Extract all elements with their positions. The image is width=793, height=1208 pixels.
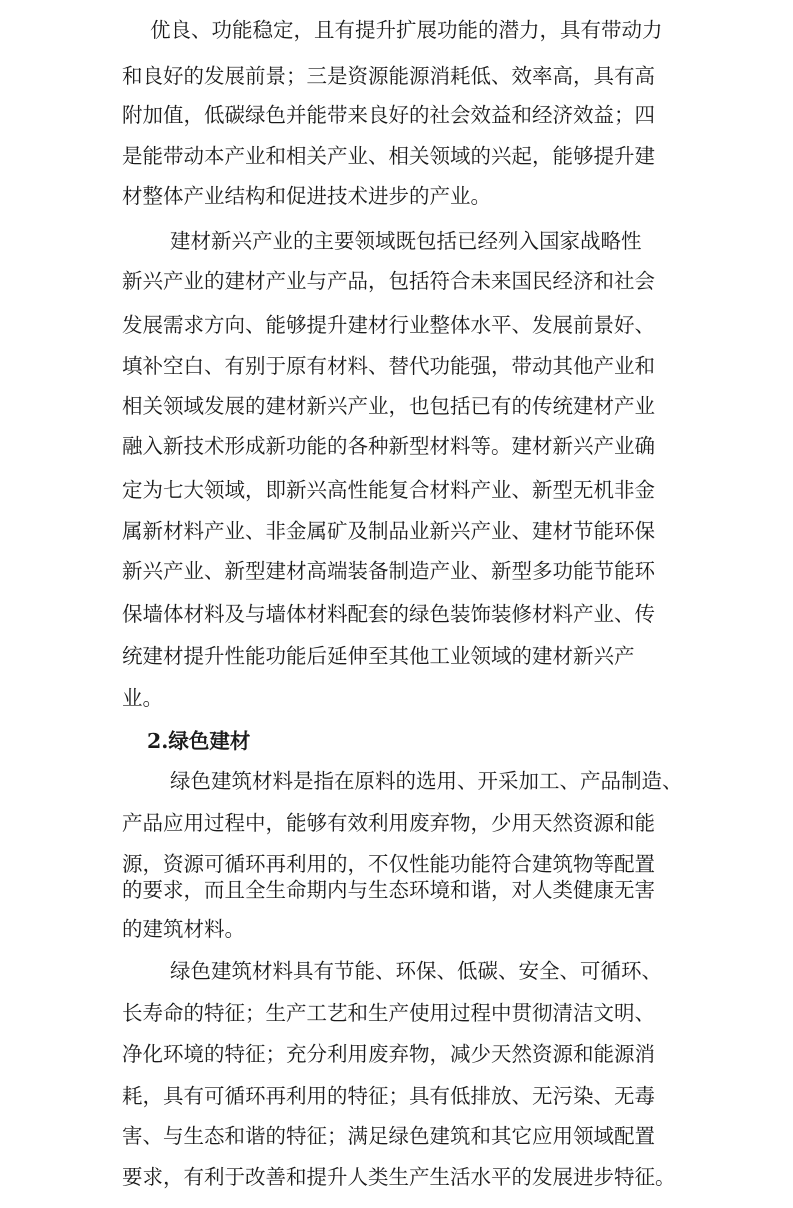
paragraph-line: 填补空白、有别于原有材料、替代功能强，带动其他产业和 [122,354,655,378]
paragraph-line: 定为七大领域，即新兴高性能复合材料产业、新型无机非金 [122,478,655,502]
paragraph-line: 的要求，而且全生命期内与生态环境和谐，对人类健康无害 [122,878,655,902]
paragraph-line: 属新材料产业、非金属矿及制品业新兴产业、建材节能环保 [122,519,655,543]
paragraph-line: 建材新兴产业的主要领域既包括已经列入国家战略性 [170,229,642,253]
paragraph-line: 要求，有利于改善和提升人类生产生活水平的发展进步特征。 [122,1165,676,1189]
paragraph-line: 是能带动本产业和相关产业、相关领域的兴起，能够提升建 [122,144,655,168]
paragraph-line: 保墙体材料及与墙体材料配套的绿色装饰装修材料产业、传 [122,602,655,626]
paragraph-line: 新兴产业、新型建材高端装备制造产业、新型多功能节能环 [122,559,655,583]
paragraph-line: 产品应用过程中，能够有效利用废弃物，少用天然资源和能 [122,811,655,835]
section-heading: 2.绿色建材 [147,729,251,753]
paragraph-line: 相关领域发展的建材新兴产业，也包括已有的传统建材产业 [122,394,655,418]
paragraph-line: 净化环境的特征；充分利用废弃物，减少天然资源和能源消 [122,1042,655,1066]
paragraph-line: 害、与生态和谐的特征；满足绿色建筑和其它应用领域配置 [122,1124,655,1148]
paragraph-line: 新兴产业的建材产业与产品，包括符合未来国民经济和社会 [122,269,655,293]
paragraph-line: 绿色建筑材料是指在原料的选用、开采加工、产品制造、 [170,769,683,793]
paragraph-line: 优良、功能稳定，且有提升扩展功能的潜力，具有带动力 [150,18,663,42]
paragraph-line: 绿色建筑材料具有节能、环保、低碳、安全、可循环、 [170,959,662,983]
paragraph-line: 统建材提升性能功能后延伸至其他工业领域的建材新兴产 [122,644,635,668]
paragraph-line: 融入新技术形成新功能的各种新型材料等。建材新兴产业确 [122,434,655,458]
paragraph-line: 长寿命的特征；生产工艺和生产使用过程中贯彻清洁文明、 [122,1001,655,1025]
paragraph-line: 的建筑材料。 [122,917,245,941]
paragraph-line: 源，资源可循环再利用的，不仅性能功能符合建筑物等配置 [122,852,655,876]
paragraph-line: 发展需求方向、能够提升建材行业整体水平、发展前景好、 [122,313,655,337]
paragraph-line: 材整体产业结构和促进技术进步的产业。 [122,184,491,208]
paragraph-line: 和良好的发展前景；三是资源能源消耗低、效率高，具有高 [122,64,655,88]
paragraph-line: 业。 [122,686,163,710]
paragraph-line: 附加值，低碳绿色并能带来良好的社会效益和经济效益；四 [122,103,655,127]
paragraph-line: 耗，具有可循环再利用的特征；具有低排放、无污染、无毒 [122,1084,655,1108]
